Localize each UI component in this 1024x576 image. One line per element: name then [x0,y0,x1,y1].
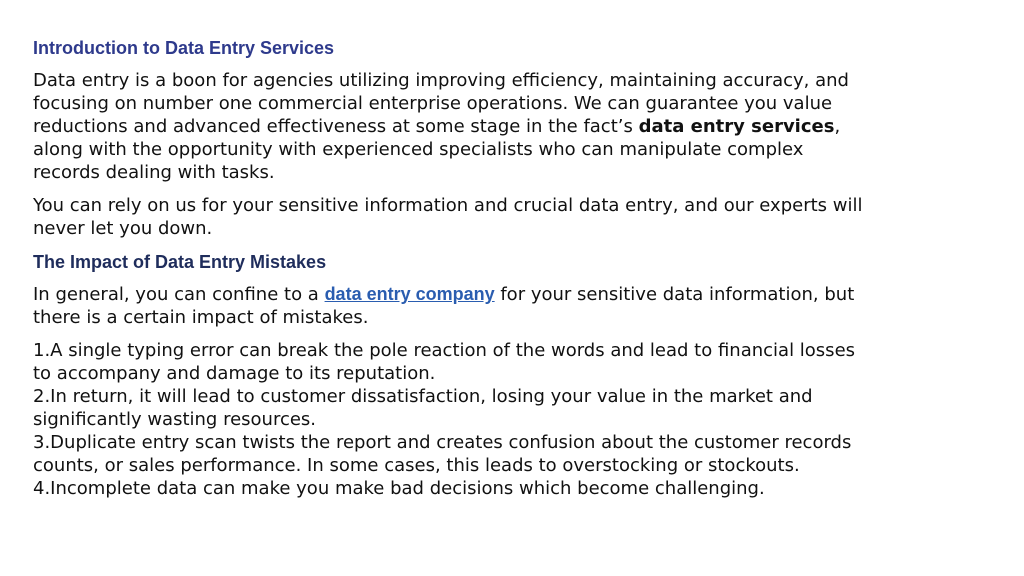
reliance-paragraph: You can rely on us for your sensitive information and crucial data entry, and our experts will never let you down. [33,195,863,239]
intro-paragraph-text-start: Data entry is a boon for agencies utilizing improving efficiency, maintaining accuracy, and focusing on number one commercial enterprise operations. We can guarantee you value reductions and advanced effectiveness at some stage in the fact’s [33,70,849,137]
impact-heading: The Impact of Data Entry Mistakes [33,252,327,272]
intro-heading: Introduction to Data Entry Services [33,38,335,58]
impact-paragraph [33,283,873,329]
list-item: 3.Duplicate entry scan twists the report and creates confusion about the customer records counts, or sales performance. In some cases, this leads to overstocking or stockouts. [33,432,852,476]
intro-paragraph-text-end: , along with the opportunity with experienced specialists who can manipulate complex records dealing with tasks. [33,116,841,183]
list-item: 1.A single typing error can break the pole reaction of the words and lead to financial losses to accompany and damage to its reputation. [33,340,856,384]
impact-paragraph-text-end: for your sensitive data information, but there is a certain impact of mistakes. [33,284,855,328]
data-entry-company-link[interactable]: data entry company [324,284,495,304]
list-item: 2.In return, it will lead to customer dissatisfaction, losing your value in the market and significantly wasting resources. [33,386,813,430]
intro-paragraph [33,69,873,184]
mistakes-list [33,339,873,500]
data-entry-services-bold: data entry services [638,116,835,137]
impact-paragraph-text-start: In general, you can confine to a [33,284,325,305]
list-item: 4.Incomplete data can make you make bad decisions which become challenging. [33,478,765,499]
document-page [33,36,873,500]
